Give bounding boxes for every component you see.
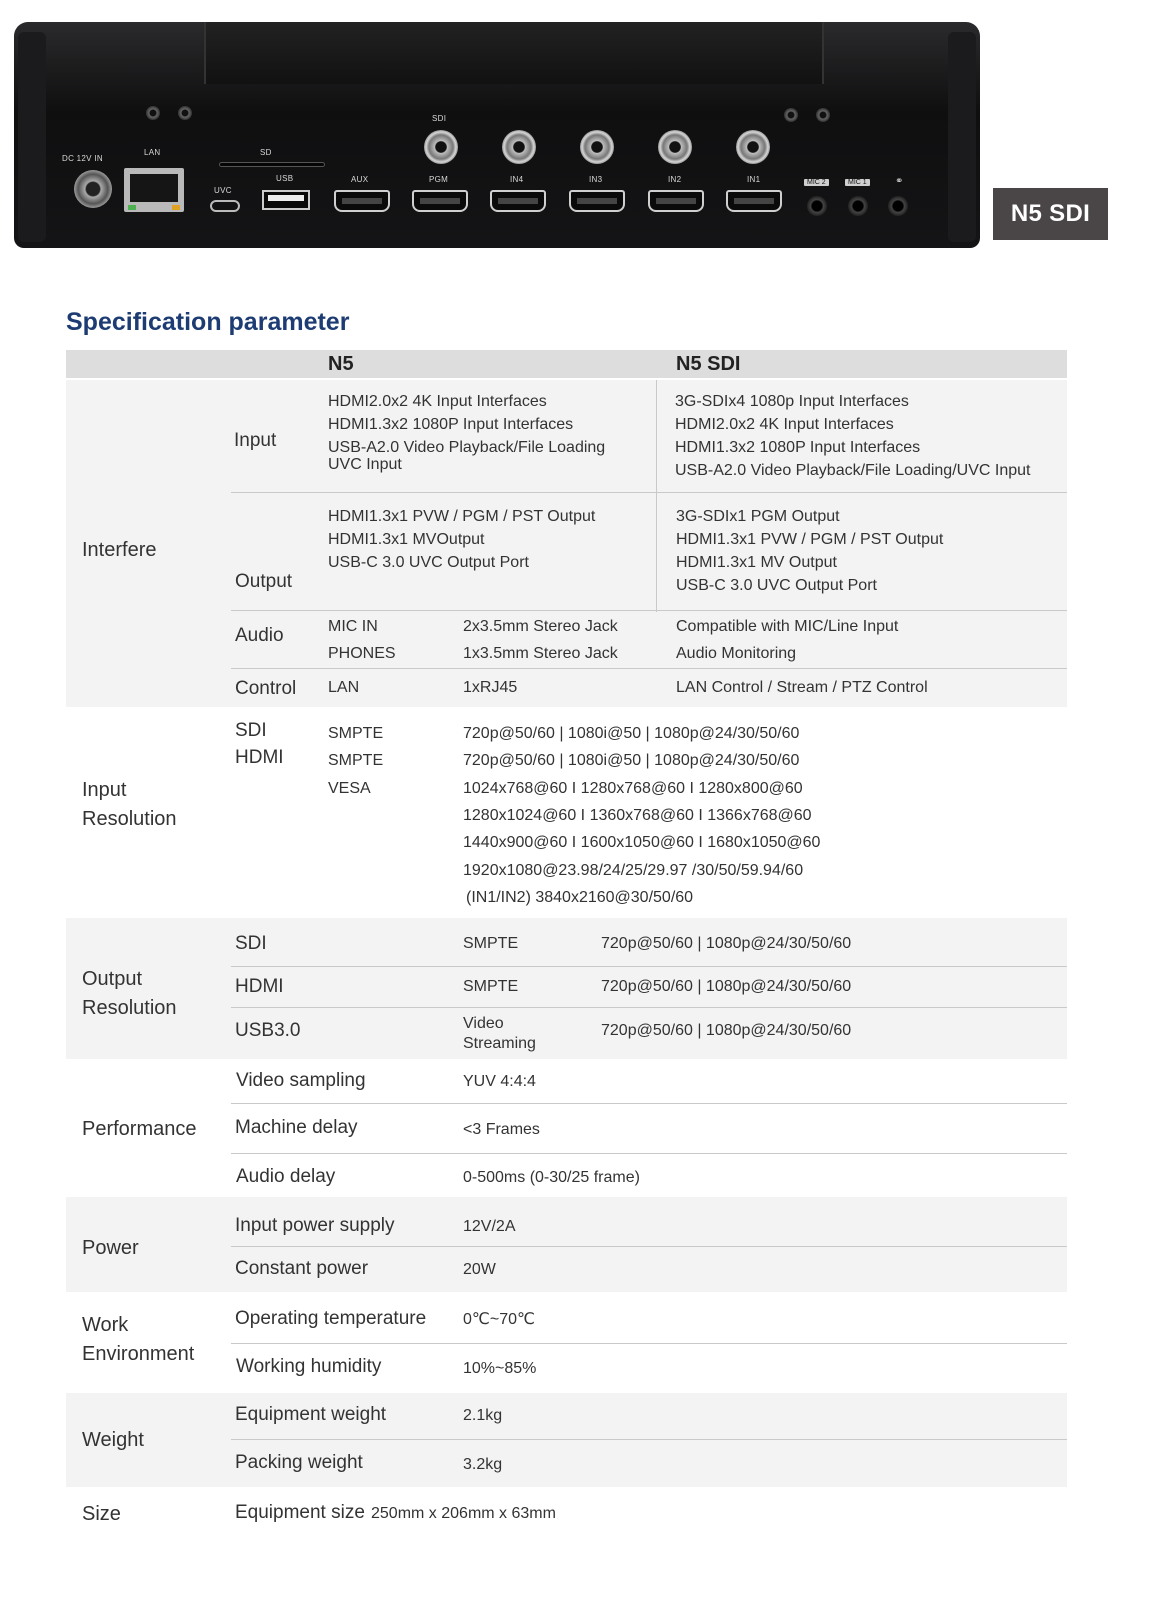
size-label: Equipment size (235, 1502, 365, 1523)
port-label-usb: USB (276, 174, 294, 183)
divider (231, 668, 1067, 669)
performance-value-machine-delay: <3 Frames (463, 1121, 540, 1138)
divider (231, 1246, 1067, 1247)
standard-line: Streaming (463, 1035, 536, 1052)
divider (231, 610, 1067, 611)
power-label-input-supply: Input power supply (235, 1215, 395, 1236)
performance-label-audio-delay: Audio delay (236, 1166, 336, 1187)
port-label-mic2: MIC 2 (804, 179, 829, 186)
output-hdmi-label: HDMI (235, 976, 284, 997)
divider (231, 1007, 1067, 1008)
weight-value-equipment: 2.1kg (463, 1407, 503, 1424)
standard-label: SMPTE (328, 725, 384, 742)
row-label-input: Input (234, 430, 277, 451)
list-item: 1024x768@60 I 1280x768@60 I 1280x800@60 (463, 779, 803, 797)
section-band-output-resolution (66, 918, 1067, 1059)
row-label-audio: Audio (235, 625, 284, 646)
column-header-n5-sdi: N5 SDI (676, 353, 741, 375)
output-sdi-label: SDI (235, 933, 267, 954)
section-band-power (66, 1197, 1067, 1292)
port-label-in2: IN2 (668, 175, 682, 184)
category-output-resolution (82, 965, 177, 1023)
input-resolution-values (463, 720, 820, 912)
category-line: Resolution (82, 808, 177, 830)
list-item: HDMI1.3x2 1080P Input Interfaces (328, 416, 574, 434)
audio-mic-in-name: MIC IN (328, 618, 378, 635)
port-label-lan: LAN (144, 148, 161, 157)
weight-value-packing: 3.2kg (463, 1456, 503, 1473)
category-input-resolution (82, 776, 177, 834)
port-label-in1: IN1 (747, 175, 761, 184)
list-item: HDMI2.0x2 4K Input Interfaces (675, 416, 894, 434)
environment-value-humidity: 10%~85% (463, 1360, 537, 1377)
list-item: 1280x1024@60 I 1360x768@60 I 1366x768@60 (463, 807, 812, 825)
row-label-output: Output (235, 571, 293, 592)
port-label-sd: SD (260, 148, 272, 157)
list-item: HDMI1.3x1 PVW / PGM / PST Output (328, 508, 596, 525)
output-sdi-standard: SMPTE (463, 935, 519, 952)
section-band-weight (66, 1393, 1067, 1487)
table-header-band (66, 350, 1067, 378)
spec-table (66, 0, 1067, 1607)
weight-label-packing: Packing weight (235, 1452, 363, 1473)
audio-mic-in-spec: 2x3.5mm Stereo Jack (463, 618, 618, 635)
audio-phones-spec: 1x3.5mm Stereo Jack (463, 645, 618, 662)
list-item: 3G-SDIx4 1080p Input Interfaces (675, 393, 909, 410)
input-resolution-interfaces (235, 718, 284, 771)
size-value: 250mm x 206mm x 63mm (371, 1505, 556, 1522)
column-header-n5: N5 (328, 353, 354, 375)
interface-label: HDMI (235, 746, 284, 768)
performance-value-video-sampling: YUV 4:4:4 (463, 1073, 536, 1090)
cell-n5sdi-input (675, 390, 1030, 482)
divider (656, 380, 657, 612)
port-label-aux: AUX (351, 175, 369, 184)
power-value-input-supply: 12V/2A (463, 1218, 516, 1235)
port-label-in3: IN3 (589, 175, 603, 184)
audio-phones-name: PHONES (328, 645, 396, 662)
list-item: UVC Input (328, 456, 402, 474)
environment-label-temperature: Operating temperature (235, 1308, 427, 1329)
list-item: 720p@50/60 | 1080i@50 | 1080p@24/30/50/60 (463, 752, 800, 770)
model-badge: N5 SDI (993, 188, 1108, 240)
weight-label-equipment: Equipment weight (235, 1404, 387, 1425)
control-name: LAN (328, 679, 360, 696)
control-note: LAN Control / Stream / PTZ Control (676, 679, 928, 696)
list-item: HDMI1.3x1 PVW / PGM / PST Output (676, 531, 944, 549)
list-item: HDMI1.3x1 MVOutput (328, 531, 485, 549)
category-line: Output (82, 968, 143, 990)
list-item: USB-A2.0 Video Playback/File Loading/UVC Input (675, 462, 1031, 480)
input-resolution-standards (328, 720, 383, 802)
interface-label: SDI (235, 720, 267, 741)
category-line: Resolution (82, 997, 177, 1019)
divider (231, 966, 1067, 967)
performance-label-video-sampling: Video sampling (236, 1070, 366, 1091)
audio-phones-note: Audio Monitoring (676, 645, 797, 662)
output-usb-label: USB3.0 (235, 1020, 301, 1041)
environment-label-humidity: Working humidity (236, 1356, 382, 1377)
output-usb-standard (463, 1014, 536, 1054)
cell-n5-output (328, 505, 595, 574)
power-label-constant: Constant power (235, 1258, 369, 1279)
list-item: 1440x900@60 I 1600x1050@60 I 1680x1050@60 (463, 834, 821, 852)
cell-n5sdi-output (676, 505, 943, 597)
category-line: Input (82, 779, 127, 801)
output-hdmi-value: 720p@50/60 | 1080p@24/30/50/60 (601, 978, 852, 995)
divider (231, 1153, 1067, 1154)
list-item: 3G-SDIx1 PGM Output (676, 508, 840, 525)
list-item: USB-A2.0 Video Playback/File Loading (328, 439, 606, 457)
divider (231, 492, 1067, 493)
list-item: HDMI1.3x2 1080P Input Interfaces (675, 439, 921, 457)
list-item: USB-C 3.0 UVC Output Port (328, 554, 529, 572)
list-item: 1920x1080@23.98/24/25/29.97 /30/50/59.94/60 (463, 861, 804, 879)
category-line: Work (82, 1314, 129, 1336)
category-performance: Performance (82, 1118, 197, 1140)
port-label-uvc: UVC (214, 186, 232, 195)
port-label-dc: DC 12V IN (62, 154, 103, 163)
list-item: HDMI1.3x1 MV Output (676, 554, 837, 572)
power-value-constant: 20W (463, 1261, 496, 1278)
list-item: (IN1/IN2) 3840x2160@30/50/60 (466, 889, 694, 907)
divider (231, 1439, 1067, 1440)
standard-label: SMPTE (328, 752, 384, 770)
output-sdi-value: 720p@50/60 | 1080p@24/30/50/60 (601, 935, 852, 952)
standard-line: Video (463, 1015, 504, 1032)
category-line: Environment (82, 1343, 195, 1365)
environment-value-temperature: 0℃~70℃ (463, 1311, 535, 1328)
divider (231, 1343, 1067, 1344)
port-label-pgm: PGM (429, 175, 449, 184)
row-label-control: Control (235, 678, 297, 699)
category-interfere: Interfere (82, 539, 157, 561)
port-label-sdi: SDI (432, 114, 447, 123)
performance-value-audio-delay: 0-500ms (0-30/25 frame) (463, 1169, 640, 1186)
performance-label-machine-delay: Machine delay (235, 1117, 358, 1138)
headphones-icon: ⚭ (895, 176, 904, 187)
output-hdmi-standard: SMPTE (463, 978, 519, 995)
category-weight: Weight (82, 1429, 144, 1451)
category-work-environment (82, 1311, 194, 1369)
port-label-mic1: MIC 1 (845, 179, 870, 186)
list-item: 720p@50/60 | 1080i@50 | 1080p@24/30/50/60 (463, 725, 800, 742)
category-power: Power (82, 1237, 139, 1259)
port-label-in4: IN4 (510, 175, 524, 184)
output-usb-value: 720p@50/60 | 1080p@24/30/50/60 (601, 1022, 852, 1039)
divider (231, 1103, 1067, 1104)
cell-n5-input (328, 390, 605, 476)
list-item: USB-C 3.0 UVC Output Port (676, 577, 877, 595)
standard-label: VESA (328, 779, 371, 797)
category-size: Size (82, 1503, 121, 1525)
audio-mic-in-note: Compatible with MIC/Line Input (676, 618, 899, 635)
list-item: HDMI2.0x2 4K Input Interfaces (328, 393, 547, 410)
page-title: Specification parameter (66, 308, 350, 336)
device-left-bracket (18, 32, 46, 242)
control-spec: 1xRJ45 (463, 679, 518, 696)
